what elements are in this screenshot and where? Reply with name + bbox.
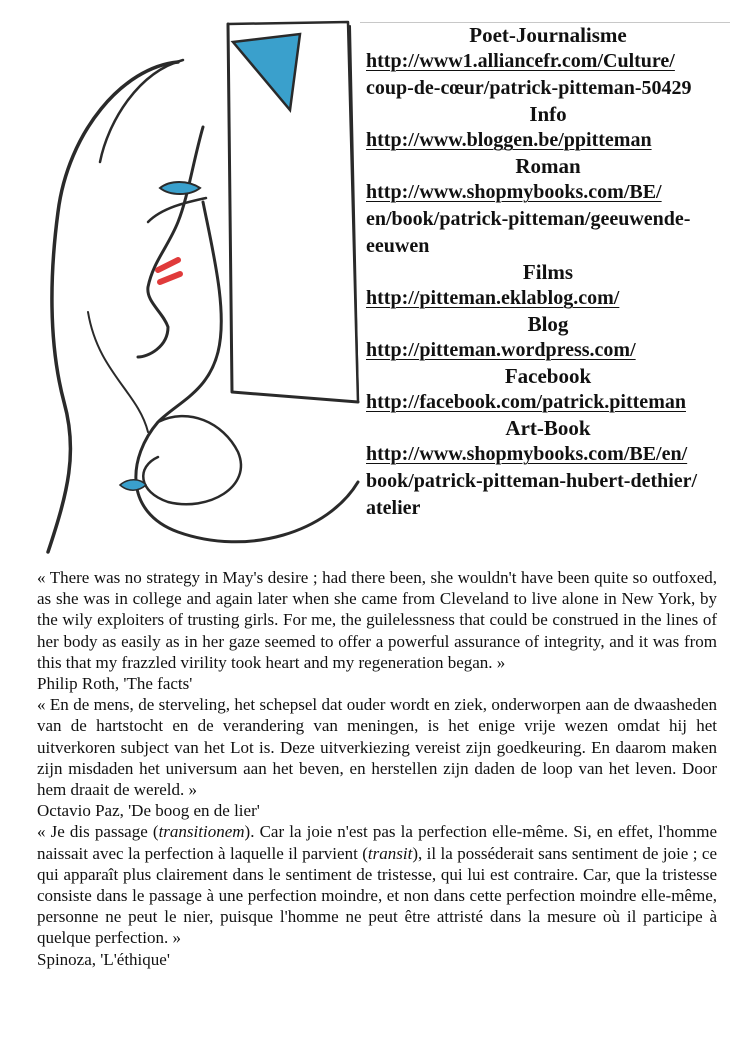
quote-attribution: Octavio Paz, 'De boog en de lier' xyxy=(37,801,260,821)
links-column xyxy=(360,22,730,531)
url-link-line[interactable]: http://www.shopmybooks.com/BE/ xyxy=(366,181,662,203)
url-link-line[interactable]: http://facebook.com/patrick.pitteman xyxy=(366,391,686,413)
url-link-line: book/patrick-pitteman-hubert-dethier/ xyxy=(366,470,698,492)
lips-shape xyxy=(158,260,180,282)
section-heading: Facebook xyxy=(504,364,592,388)
section-heading: Roman xyxy=(515,154,581,178)
eye-shape xyxy=(160,182,200,194)
url-link-line: atelier xyxy=(366,497,421,519)
section-heading: Films xyxy=(522,260,574,284)
woman-portrait-sketch xyxy=(28,12,360,567)
url-link-line[interactable]: http://www1.alliancefr.com/Culture/ xyxy=(366,50,675,72)
quote-paragraph: « En de mens, de sterveling, het schepsel dat ouder wordt en ziek, onderworpen aan de dwaasheden van de hartstocht en de verandering van meningen, is het enige vrije wezen omdat hij het uitverkoren subject van het Lot is. Deze uitverkiezing vereist zijn goedkeuring. En daarom maken zijn misdaden het universum aan het beven, en herstellen zijn daden de loop van het leven. Door hem draait de wereld. » xyxy=(37,695,717,800)
url-link-line[interactable]: http://www.bloggen.be/ppitteman xyxy=(366,129,652,151)
section-heading: Blog xyxy=(527,312,569,336)
quote-paragraph: « Je dis passage (transitionem). Car la joie n'est pas la perfection elle-même. Si, en effet, l'homme naissait avec la perfection à laquelle il parvient (transit), il la posséderait sans sentiment de joie ; ce qui apparaît plus clairement dans le sentiment de tristesse, qui lui est contraire. Car, que la tristesse consiste dans le passage à une perfection moindre, et non dans cette perfection moindre elle-même, personne ne peut le nier, puisque l'homme ne peut être attristé dans la mesure où il participe à quelque perfection. » xyxy=(37,822,718,948)
blue-triangle-shape xyxy=(233,34,300,110)
pencil-portrait-drawing xyxy=(28,12,360,567)
section-heading: Art-Book xyxy=(505,416,591,440)
quote-attribution: Spinoza, 'L'éthique' xyxy=(37,949,170,969)
url-link-line: coup-de-cœur/patrick-pitteman-50429 xyxy=(366,77,692,99)
quote-paragraph: « There was no strategy in May's desire ; had there been, she wouldn't have been quite so outfoxed, as she was in college and again later when she came from Cleveland to live alone in New York, by the wily exploiters of trusting girls. For me, the guilelessness that could be construed in the lines of her body as easily as in her gaze seemed to offer a powerful assurance of integrity, and it was from this that my frazzled virility took heart and my regeneration began. » xyxy=(37,568,717,672)
url-link-line: eeuwen xyxy=(366,235,430,257)
section-heading: Info xyxy=(529,102,567,126)
url-link-line[interactable]: http://www.shopmybooks.com/BE/en/ xyxy=(366,443,688,465)
section-heading: Poet-Journalisme xyxy=(469,23,627,47)
url-link-line: en/book/patrick-pitteman/geeuwende- xyxy=(366,208,691,230)
url-link-line[interactable]: http://pitteman.wordpress.com/ xyxy=(366,339,636,361)
quotes-block xyxy=(37,567,717,970)
url-link-line[interactable]: http://pitteman.eklablog.com/ xyxy=(366,287,620,309)
quote-attribution: Philip Roth, 'The facts' xyxy=(37,674,193,694)
